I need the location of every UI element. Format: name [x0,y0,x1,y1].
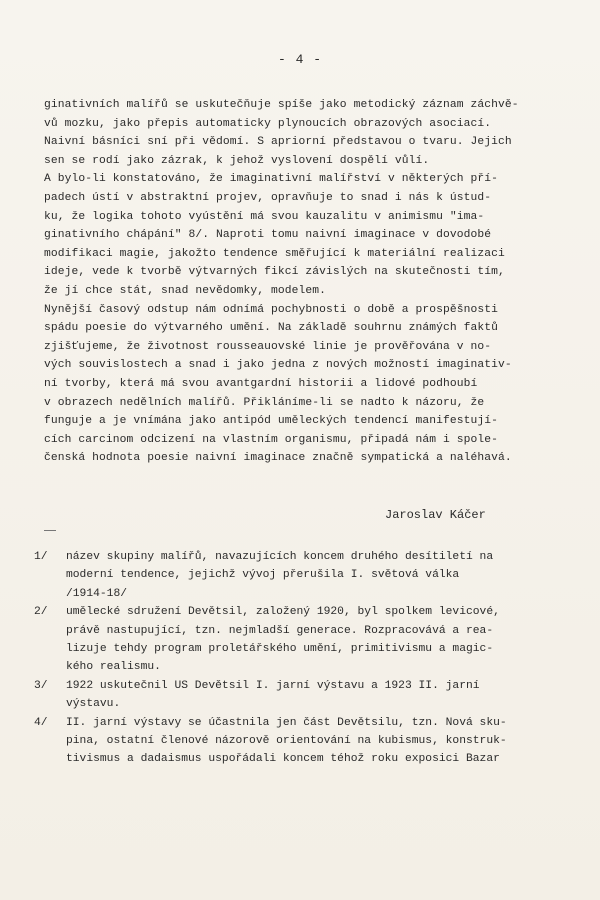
body-line: cích carcinom odcizení na vlastním organismu, připadá nám i spole- [44,433,499,446]
footnote-divider [44,530,56,531]
body-line: Naivní básníci sní při vědomí. S apriorní představou o tvaru. Jejich [44,136,512,149]
footnote-line: /1914-18/ [66,587,128,600]
footnote-line: lizuje tehdy program proletářského umění, primitivismu a magic- [66,643,494,656]
footnote-line: název skupiny malířů, navazujících koncem druhého desítiletí na [66,551,494,563]
footnote-number: 2/ [34,606,48,619]
footnote-line: kého realismu. [66,661,161,674]
footnote-line: pina, ostatní členové názorově orientování na kubismus, konstruk- [66,735,507,748]
page-number: - 4 - [277,52,322,67]
footnote [34,548,590,603]
body-line: čenská hodnota poesie naivní imaginace značně sympatická a naléhavá. [44,452,512,465]
body-line: spádu poesie do výtvarného umění. Na základě souhrnu známých faktů [44,322,499,335]
footnote-line: II. jarní výstavy se účastnila jen část Devětsilu, tzn. Nová sku- [66,716,507,729]
body-line: vých souvislostech a snad i jako jedna z nových možností imaginativ- [44,359,512,372]
body-line: sen se rodí jako zázrak, k jehož vyslovení dospělí vůlí. [44,154,430,167]
author-signature: Jaroslav Káčer [385,508,486,522]
footnote-line: umělecké sdružení Devětsil, založený 1920, byl spolkem levicové, [66,606,500,619]
body-line: Nynější časový odstup nám odnímá pochybnosti o době a prospěšnosti [44,303,499,316]
footnote [34,714,590,769]
body-line: vů mozku, jako přepis automaticky plynoucích obrazových asociací. [44,117,492,130]
body-line: ku, že logika tohoto vyústění má svou kauzalitu v animismu "ima- [44,210,485,223]
footnote-line: výstavu. [66,698,121,711]
body-line: modifikaci magie, jakožto tendence směřující k materiální realizaci [44,247,505,260]
body-line: ideje, vede k tvorbě výtvarných fikcí závislých na skutečnosti tím, [44,266,505,279]
footnote-line: 1922 uskutečnil US Devětsil I. jarní výstavu a 1923 II. jarní [66,679,480,692]
body-line: v obrazech nedělních malířů. Přikláníme-li se nadto k názoru, že [44,396,485,409]
body-line: ginativních malířů se uskutečňuje spíše jako metodický záznam záchvě- [44,99,519,111]
body-line: zjišťujeme, že životnost rousseauovské linie je prověřována v no- [44,340,492,353]
body-line: ginativního chápání" 8/. Naproti tomu naivní imaginace v dovodobé [44,229,492,242]
body-line: funguje a je vnímána jako antipód uměleckých tendencí manifestují- [44,415,499,428]
body-line: že jí chce stát, snad nevědomky, modelem. [44,284,327,297]
body-line: ní tvorby, která má svou avantgardní historii a lidové podhoubí [44,377,478,390]
body-text [44,96,584,468]
footnote [34,603,590,677]
body-line: A bylo-li konstatováno, že imaginativní malířství v některých pří- [44,173,499,186]
footnote-line: tivismus a dadaismus uspořádali koncem téhož roku exposici Bazar [66,753,500,766]
footnotes [34,548,590,769]
footnote-number: 3/ [34,679,48,692]
body-line: padech ústí v abstraktní projev, opravňuje to snad i nás k ústud- [44,191,492,204]
footnote [34,677,590,714]
footnote-line: moderní tendence, jejichž vývoj přerušila I. světová válka [66,569,460,582]
footnote-line: právě nastupující, tzn. nejmladší generace. Rozpracovává a rea- [66,624,494,637]
footnote-number: 4/ [34,716,48,729]
footnote-number: 1/ [34,551,48,563]
